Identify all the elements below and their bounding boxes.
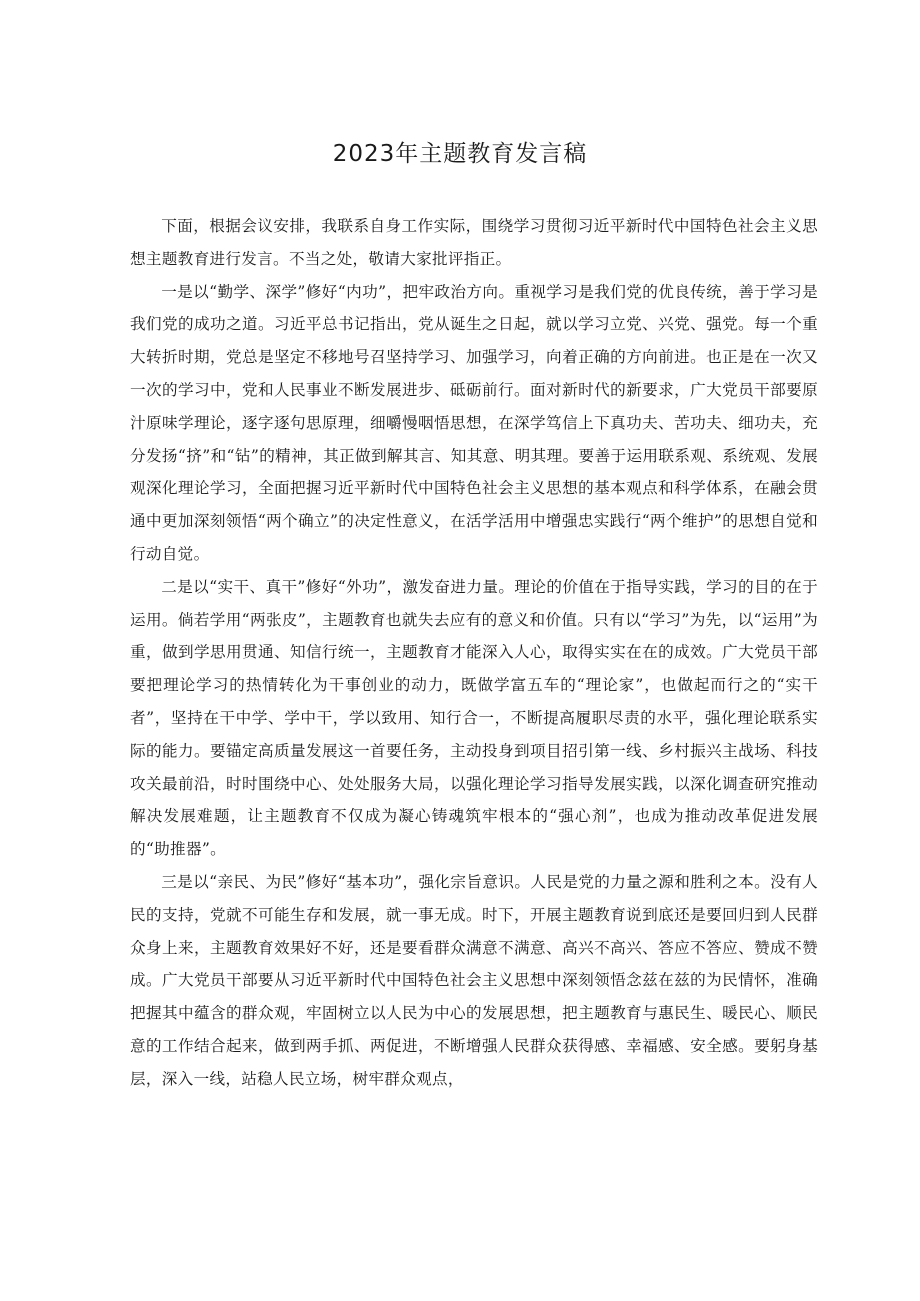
paragraph-point-two: 二是以“实干、真干”修好“外功”，激发奋进力量。理论的价值在于指导实践，学习的目的在于运用。倘若学用“两张皮”，主题教育也就失去应有的意义和价值。只有以“学习”为先，以“运用”为重，做到学思用贯通、知信行统一，主题教育才能深入人心，取得实实在在的成效。广大党员干部要把理论学习的热情转化为干事创业的动力，既做学富五车的“理论家”，也做起而行之的“实干者”，坚持在干中学、学中干，学以致用、知行合一，不断提高履职尽责的水平，强化理论联系实际的能力。要锚定高质量发展这一首要任务，主动投身到项目招引第一线、乡村振兴主战场、科技攻关最前沿，时时围绕中心、处处服务大局，以强化理论学习指导发展实践，以深化调查研究推动解决发展难题，让主题教育不仅成为凝心铸魂筑牢根本的“强心剂”，也成为推动改革促进发展的“助推器”。: [130, 577, 818, 859]
document-title: 2023年主题教育发言稿: [332, 141, 588, 168]
document-body: [130, 210, 818, 1096]
paragraph-point-three: 三是以“亲民、为民”修好“基本功”，强化宗旨意识。人民是党的力量之源和胜利之本。没有人民的支持，党就不可能生存和发展，就一事无成。时下，开展主题教育说到底还是要回归到人民群众身上来，主题教育效果好不好，还是要看群众满意不满意、高兴不高兴、答应不答应、赞成不赞成。广大党员干部要从习近平新时代中国特色社会主义思想中深刻领悟念兹在兹的为民情怀，准确把握其中蕴含的群众观，牢固树立以人民为中心的发展思想，把主题教育与惠民生、暖民心、顺民意的工作结合起来，做到两手抓、两促进，不断增强人民群众获得感、幸福感、安全感。要躬身基层，深入一线，站稳人民立场，树牢群众观点，: [130, 872, 818, 1088]
paragraph-point-one: 一是以“勤学、深学”修好“内功”，把牢政治方向。重视学习是我们党的优良传统，善于学习是我们党的成功之道。习近平总书记指出，党从诞生之日起，就以学习立党、兴党、强党。每一个重大转折时期，党总是坚定不移地号召坚持学习、加强学习，向着正确的方向前进。也正是在一次又一次的学习中，党和人民事业不断发展进步、砥砺前行。面对新时代的新要求，广大党员干部要原汁原味学理论，逐字逐句思原理，细嚼慢咽悟思想，在深学笃信上下真功夫、苦功夫、细功夫，充分发扬“挤”和“钻”的精神，其正做到解其言、知其意、明其理。要善于运用联系观、系统观、发展观深化理论学习，全面把握习近平新时代中国特色社会主义思想的基本观点和科学体系，在融会贯通中更加深刻领悟“两个确立”的决定性意义，在活学活用中增强忠实践行“两个维护”的思想自觉和行动自觉。: [130, 282, 818, 563]
paragraph-intro: 下面，根据会议安排，我联系自身工作实际，围绕学习贯彻习近平新时代中国特色社会主义思想主题教育进行发言。不当之处，敬请大家批评指正。: [130, 217, 818, 268]
